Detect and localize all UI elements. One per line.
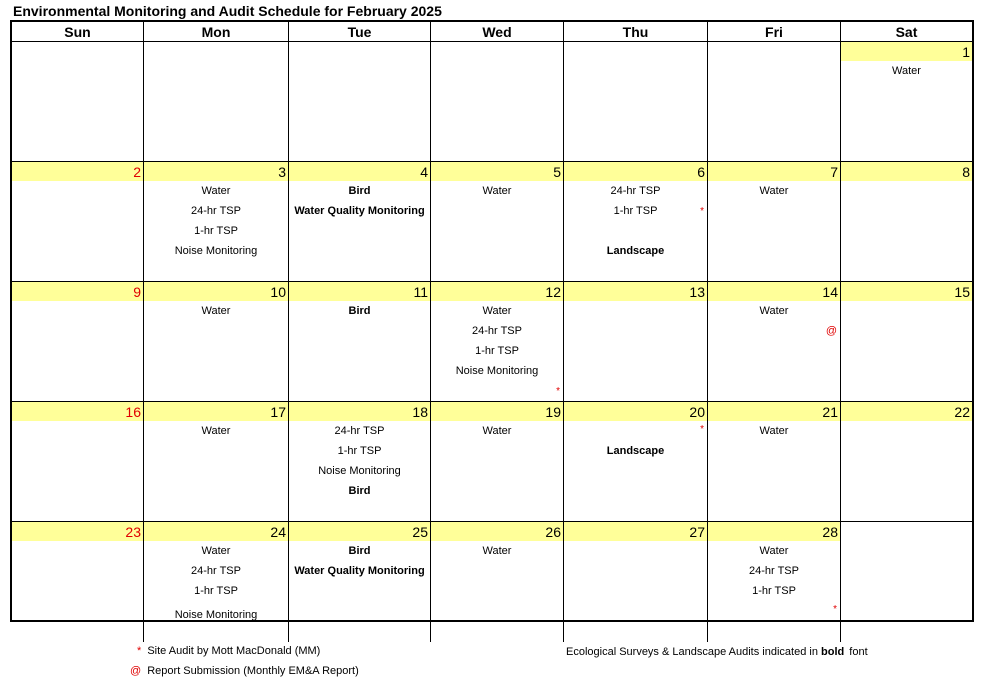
calendar-cell [431, 42, 564, 162]
calendar-cell [144, 282, 289, 402]
calendar-cell [708, 162, 841, 282]
event-item: Bird [348, 305, 371, 317]
calendar-cell [708, 522, 841, 642]
calendar-cell [708, 42, 841, 162]
calendar-cell [564, 282, 708, 402]
day-header-fri: Fri [708, 22, 841, 42]
calendar-cell [431, 522, 564, 642]
date-bar [431, 522, 563, 541]
day-number: 13 [689, 284, 705, 300]
date-bar [144, 402, 288, 421]
event-item [564, 221, 707, 241]
calendar-cell [564, 42, 708, 162]
event-list [708, 541, 840, 601]
day-number: 19 [545, 404, 561, 420]
date-bar [841, 282, 972, 301]
event-list [289, 421, 430, 501]
day-number: 18 [412, 404, 428, 420]
date-bar [841, 162, 972, 181]
event-list [144, 301, 288, 321]
date-bar [12, 522, 143, 541]
calendar-cell [431, 282, 564, 402]
date-bar [841, 522, 972, 541]
calendar-cell [12, 42, 144, 162]
calendar-cell [289, 522, 431, 642]
date-bar [144, 162, 288, 181]
date-bar [289, 402, 430, 421]
legend-eco [566, 646, 868, 658]
event-list [431, 541, 563, 561]
day-number: 14 [822, 284, 838, 300]
event-item: Bird [348, 185, 371, 197]
day-number: 15 [954, 284, 970, 300]
event-list [841, 61, 972, 81]
legend-eco-tail: font [849, 646, 868, 658]
date-bar [564, 522, 707, 541]
calendar-cell [289, 42, 431, 162]
event-item: 24-hr TSP [472, 325, 522, 337]
event-list [431, 421, 563, 441]
calendar-cell [289, 282, 431, 402]
audit-marker-icon: * [700, 206, 704, 217]
legend-eco-text: Ecological Surveys & Landscape Audits indicated in [566, 646, 818, 658]
day-header-tue: Tue [289, 22, 431, 42]
calendar-cell [841, 402, 972, 522]
date-bar [144, 42, 288, 61]
calendar-cell [708, 282, 841, 402]
date-bar [431, 162, 563, 181]
date-bar [289, 42, 430, 61]
date-bar [841, 402, 972, 421]
date-bar [431, 42, 563, 61]
calendar-cell [841, 42, 972, 162]
audit-marker-icon: * [137, 645, 142, 657]
event-item: Noise Monitoring [318, 465, 401, 477]
event-item: 24-hr TSP [191, 565, 241, 577]
event-list [431, 181, 563, 201]
calendar-cell [431, 162, 564, 282]
day-number: 5 [553, 164, 561, 180]
day-header-sun: Sun [12, 22, 144, 42]
date-bar [841, 42, 972, 61]
date-bar [708, 42, 840, 61]
date-bar [12, 162, 143, 181]
day-number: 23 [125, 524, 141, 540]
event-item: 24-hr TSP [334, 425, 385, 437]
event-item: Water [892, 65, 921, 77]
date-bar [289, 162, 430, 181]
date-bar [564, 282, 707, 301]
day-header-wed: Wed [431, 22, 564, 42]
event-item: 1-hr TSP [337, 445, 382, 457]
calendar-cell [841, 282, 972, 402]
event-item: Water [201, 185, 231, 197]
calendar-cell [12, 522, 144, 642]
legend-audit-text: Site Audit by Mott MacDonald (MM) [147, 645, 321, 657]
calendar-cell [12, 162, 144, 282]
day-number: 6 [697, 164, 705, 180]
day-number: 17 [270, 404, 286, 420]
event-item: 1-hr TSP [475, 345, 519, 357]
event-item: 1-hr TSP [194, 225, 238, 237]
date-bar [289, 282, 430, 301]
event-list [144, 181, 288, 261]
day-number: 1 [962, 44, 970, 60]
date-bar [564, 42, 707, 61]
event-item: Water [201, 545, 231, 557]
event-item: Noise Monitoring [455, 365, 539, 377]
date-bar [708, 522, 840, 541]
day-number: 21 [822, 404, 838, 420]
date-bar [708, 162, 840, 181]
calendar-cell [12, 402, 144, 522]
legend-eco-bold: bold [821, 646, 845, 658]
date-bar [431, 282, 563, 301]
report-marker-icon: @ [825, 325, 837, 337]
calendar-cell [431, 402, 564, 522]
event-item: Water [759, 185, 789, 197]
legend-report [130, 665, 359, 677]
day-number: 16 [125, 404, 141, 420]
event-item: Bird [348, 545, 371, 557]
event-list [289, 181, 430, 221]
page-title: Environmental Monitoring and Audit Schedule for February 2025 [13, 3, 442, 19]
event-list [289, 301, 430, 321]
event-list [289, 541, 430, 581]
event-item: 24-hr TSP [749, 565, 799, 577]
day-number: 25 [412, 524, 428, 540]
calendar-cell [289, 402, 431, 522]
event-item: Water [482, 305, 512, 317]
event-list [708, 301, 840, 321]
calendar-cell [144, 522, 289, 642]
event-list [431, 301, 563, 381]
calendar-cell [289, 162, 431, 282]
calendar-cell [144, 42, 289, 162]
date-bar [12, 42, 143, 61]
event-item: Water [482, 425, 512, 437]
legend-audit [137, 645, 320, 657]
calendar-cell [564, 162, 708, 282]
day-number: 7 [830, 164, 838, 180]
calendar-cell [708, 402, 841, 522]
legend-report-text: Report Submission (Monthly EM&A Report) [147, 665, 359, 677]
day-number: 12 [545, 284, 561, 300]
audit-marker-icon: * [833, 604, 837, 615]
event-item [564, 421, 707, 441]
day-number: 28 [822, 524, 838, 540]
day-number: 8 [962, 164, 970, 180]
date-bar [289, 522, 430, 541]
day-number: 26 [545, 524, 561, 540]
event-item: Water Quality Monitoring [294, 565, 425, 577]
calendar-cell [564, 402, 708, 522]
day-header-mon: Mon [144, 22, 289, 42]
calendar-cell [841, 522, 972, 642]
day-number: 2 [133, 164, 141, 180]
day-number: 11 [413, 284, 428, 300]
date-bar [564, 402, 707, 421]
event-item: Noise Monitoring [174, 609, 258, 621]
calendar-cell [144, 402, 289, 522]
day-number: 10 [270, 284, 286, 300]
event-item: Water [482, 545, 512, 557]
date-bar [144, 282, 288, 301]
event-item: 1-hr TSP [613, 205, 658, 217]
date-bar [431, 402, 563, 421]
event-list [144, 421, 288, 441]
event-item: Water [759, 305, 789, 317]
date-bar [12, 282, 143, 301]
event-item: Water Quality Monitoring [294, 205, 425, 217]
event-item: Landscape [606, 445, 665, 457]
day-number: 27 [689, 524, 705, 540]
day-number: 9 [133, 284, 141, 300]
date-bar [12, 402, 143, 421]
calendar-cell [564, 522, 708, 642]
report-marker-icon: @ [130, 665, 142, 677]
date-bar [144, 522, 288, 541]
day-number: 4 [420, 164, 428, 180]
event-list [564, 181, 707, 261]
calendar-cell [12, 282, 144, 402]
event-item: Water [201, 305, 231, 317]
day-number: 20 [689, 404, 705, 420]
event-item: Bird [348, 485, 371, 497]
date-bar [564, 162, 707, 181]
day-number: 24 [270, 524, 286, 540]
calendar-grid [10, 20, 974, 622]
calendar-cell [841, 162, 972, 282]
event-list [144, 541, 288, 625]
calendar-cell [144, 162, 289, 282]
day-header-thu: Thu [564, 22, 708, 42]
event-item: Water [759, 425, 789, 437]
event-item: 24-hr TSP [191, 205, 241, 217]
date-bar [708, 282, 840, 301]
event-item: Noise Monitoring [174, 245, 258, 257]
event-list [708, 181, 840, 201]
event-item: Water [201, 425, 231, 437]
day-header-sat: Sat [841, 22, 972, 42]
day-number: 22 [954, 404, 970, 420]
audit-marker-icon: * [700, 424, 704, 435]
audit-marker-icon: * [556, 386, 560, 397]
event-item: 24-hr TSP [610, 185, 661, 197]
day-number: 3 [278, 164, 286, 180]
event-item: 1-hr TSP [752, 585, 796, 597]
event-list [708, 421, 840, 441]
event-item: Water [482, 185, 512, 197]
event-item: Landscape [606, 245, 665, 257]
event-item: Water [759, 545, 789, 557]
event-list [564, 421, 707, 461]
event-item: 1-hr TSP [194, 585, 238, 597]
date-bar [708, 402, 840, 421]
